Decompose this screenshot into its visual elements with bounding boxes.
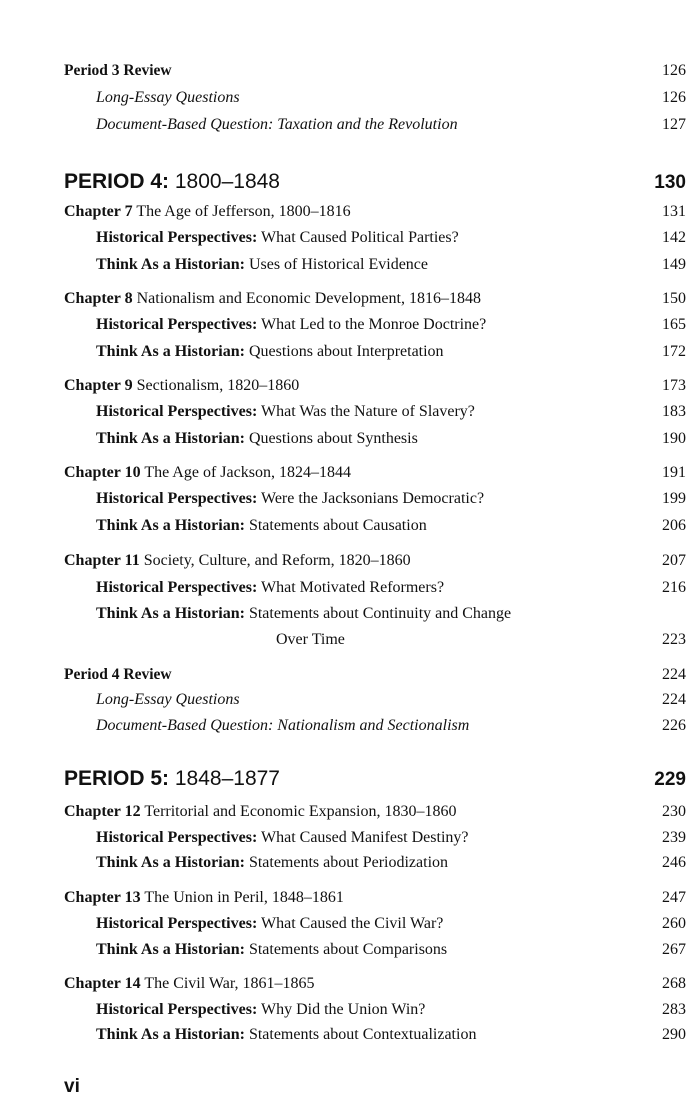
hp-text: What Caused Political Parties? (261, 229, 459, 246)
review-item[interactable] (96, 716, 686, 736)
th-label: Think As a Historian: (96, 941, 245, 958)
chapter-text: Territorial and Economic Expansion, 1830–1860 (144, 803, 457, 820)
review-item[interactable] (96, 115, 686, 135)
page-number: 206 (662, 517, 686, 534)
page-number: 283 (662, 1001, 686, 1018)
think-as-historian-entry[interactable] (96, 429, 686, 449)
chapter-title (64, 802, 456, 822)
page-number: 183 (662, 403, 686, 420)
th-title (96, 853, 448, 873)
th-label: Think As a Historian: (96, 517, 245, 534)
hp-label: Historical Perspectives: (96, 829, 258, 846)
chapter-title (64, 202, 351, 222)
chapter-text: The Civil War, 1861–1865 (144, 975, 315, 992)
chapter-entry[interactable] (64, 551, 686, 571)
th-label: Think As a Historian: (96, 1026, 245, 1043)
page-number: 224 (662, 691, 686, 708)
page-number: 246 (662, 854, 686, 871)
hp-text: What Led to the Monroe Doctrine? (261, 316, 487, 333)
page-number: 223 (662, 631, 686, 648)
th-title (96, 1025, 476, 1045)
chapter-text: Nationalism and Economic Development, 1816–1848 (136, 290, 481, 307)
page-number: 239 (662, 829, 686, 846)
review-item-label: Document-Based Question: Taxation and the Revolution (96, 116, 458, 133)
historical-perspectives-entry[interactable] (96, 828, 686, 848)
period-years: 1848–1877 (174, 767, 280, 790)
page-number: 224 (662, 666, 686, 683)
think-as-historian-entry[interactable] (96, 342, 686, 362)
chapter-title (64, 888, 344, 908)
page-number: 142 (662, 229, 686, 246)
th-text: Statements about Causation (248, 517, 427, 534)
think-as-historian-entry[interactable] (96, 255, 686, 275)
review-title: Period 4 Review (64, 666, 172, 683)
hp-text: Why Did the Union Win? (261, 1001, 426, 1018)
hp-label: Historical Perspectives: (96, 316, 258, 333)
review-item[interactable] (96, 88, 686, 108)
page-number: 247 (662, 889, 686, 906)
chapter-label: Chapter 12 (64, 803, 141, 820)
period3-review-entry[interactable] (64, 61, 686, 81)
page-number: 150 (662, 290, 686, 307)
chapter-entry[interactable] (64, 289, 686, 309)
page-number: 126 (662, 89, 686, 106)
th-title (96, 429, 418, 449)
page-number: 290 (662, 1026, 686, 1043)
period5-heading[interactable] (64, 766, 686, 793)
hp-label: Historical Perspectives: (96, 1001, 258, 1018)
page-number: 190 (662, 430, 686, 447)
chapter-label: Chapter 7 (64, 203, 133, 220)
historical-perspectives-entry[interactable] (96, 315, 686, 335)
page-number: 260 (662, 915, 686, 932)
page-number: 268 (662, 975, 686, 992)
page-number: 172 (662, 343, 686, 360)
historical-perspectives-entry[interactable] (96, 228, 686, 248)
hp-title (96, 1000, 425, 1020)
hp-title (96, 578, 444, 598)
historical-perspectives-entry[interactable] (96, 578, 686, 598)
historical-perspectives-entry[interactable] (96, 1000, 686, 1020)
period4-heading[interactable] (64, 169, 686, 196)
th-text: Statements about Comparisons (248, 941, 448, 958)
think-as-historian-entry[interactable] (96, 516, 686, 536)
chapter-title (64, 376, 299, 396)
think-as-historian-entry[interactable] (96, 604, 686, 624)
chapter-title (64, 289, 481, 309)
hp-label: Historical Perspectives: (96, 579, 258, 596)
historical-perspectives-entry[interactable] (96, 402, 686, 422)
chapter-entry[interactable] (64, 802, 686, 822)
review-item-label: Long-Essay Questions (96, 89, 240, 106)
period-title (64, 169, 280, 195)
review-item-label: Long-Essay Questions (96, 691, 240, 708)
th-label: Think As a Historian: (96, 430, 245, 447)
th-label: Think As a Historian: (96, 854, 245, 871)
page-number: 229 (654, 769, 686, 790)
page-number: 267 (662, 941, 686, 958)
th-label: Think As a Historian: (96, 256, 245, 273)
chapter-title (64, 551, 411, 571)
page-number: 165 (662, 316, 686, 333)
chapter-text: The Age of Jackson, 1824–1844 (144, 464, 351, 481)
th-text: Questions about Synthesis (248, 430, 418, 447)
chapter-entry[interactable] (64, 974, 686, 994)
think-as-historian-continuation[interactable] (276, 630, 686, 650)
th-text: Statements about Continuity and Change (248, 605, 512, 622)
think-as-historian-entry[interactable] (96, 853, 686, 873)
period-label: PERIOD 5: (64, 767, 170, 790)
chapter-entry[interactable] (64, 202, 686, 222)
th-text-continued: Over Time (276, 631, 345, 648)
page-number: 216 (662, 579, 686, 596)
hp-text: What Was the Nature of Slavery? (261, 403, 475, 420)
th-title (96, 940, 447, 960)
hp-title (96, 315, 486, 335)
page-number: 173 (662, 377, 686, 394)
chapter-label: Chapter 11 (64, 552, 140, 569)
th-text: Uses of Historical Evidence (248, 256, 428, 273)
historical-perspectives-entry[interactable] (96, 489, 686, 509)
hp-title (96, 489, 484, 509)
period-years: 1800–1848 (174, 170, 280, 193)
hp-title (96, 828, 469, 848)
hp-label: Historical Perspectives: (96, 229, 258, 246)
hp-text: What Caused Manifest Destiny? (261, 829, 469, 846)
page-number: 131 (662, 203, 686, 220)
th-text: Questions about Interpretation (248, 343, 444, 360)
chapter-entry[interactable] (64, 888, 686, 908)
th-text: Statements about Periodization (248, 854, 449, 871)
chapter-entry[interactable] (64, 463, 686, 483)
chapter-label: Chapter 10 (64, 464, 141, 481)
th-title (96, 255, 428, 275)
chapter-label: Chapter 8 (64, 290, 133, 307)
hp-title (96, 914, 443, 934)
period4-review-entry[interactable] (64, 665, 686, 685)
page-number: 130 (654, 172, 686, 193)
page-number: 226 (662, 717, 686, 734)
page-folio: vi (64, 1076, 80, 1097)
chapter-text: Sectionalism, 1820–1860 (136, 377, 300, 394)
page-number: 191 (662, 464, 686, 481)
th-label: Think As a Historian: (96, 343, 245, 360)
chapter-label: Chapter 9 (64, 377, 133, 394)
review-item-label: Document-Based Question: Nationalism and Sectionalism (96, 717, 470, 734)
th-text: Statements about Contextualization (248, 1026, 477, 1043)
page-number: 207 (662, 552, 686, 569)
chapter-text: The Union in Peril, 1848–1861 (144, 889, 344, 906)
th-title (96, 516, 427, 536)
think-as-historian-entry[interactable] (96, 1025, 686, 1045)
review-title: Period 3 Review (64, 62, 172, 79)
hp-label: Historical Perspectives: (96, 490, 258, 507)
chapter-title (64, 974, 315, 994)
page-number: 199 (662, 490, 686, 507)
chapter-text: The Age of Jefferson, 1800–1816 (136, 203, 351, 220)
hp-text: Were the Jacksonians Democratic? (261, 490, 485, 507)
page-number: 230 (662, 803, 686, 820)
hp-label: Historical Perspectives: (96, 403, 258, 420)
hp-label: Historical Perspectives: (96, 915, 258, 932)
think-as-historian-entry[interactable] (96, 940, 686, 960)
page-number: 127 (662, 116, 686, 133)
hp-text: What Motivated Reformers? (261, 579, 445, 596)
page-number: 149 (662, 256, 686, 273)
chapter-title (64, 463, 351, 483)
chapter-entry[interactable] (64, 376, 686, 396)
period-label: PERIOD 4: (64, 170, 170, 193)
period-title (64, 766, 280, 792)
th-label: Think As a Historian: (96, 605, 245, 622)
review-item[interactable] (96, 690, 686, 710)
page-number: 126 (662, 62, 686, 79)
th-title (96, 342, 444, 362)
hp-title (96, 402, 475, 422)
th-title (96, 604, 511, 624)
chapter-label: Chapter 14 (64, 975, 141, 992)
chapter-text: Society, Culture, and Reform, 1820–1860 (143, 552, 411, 569)
chapter-label: Chapter 13 (64, 889, 141, 906)
hp-title (96, 228, 459, 248)
hp-text: What Caused the Civil War? (261, 915, 444, 932)
historical-perspectives-entry[interactable] (96, 914, 686, 934)
